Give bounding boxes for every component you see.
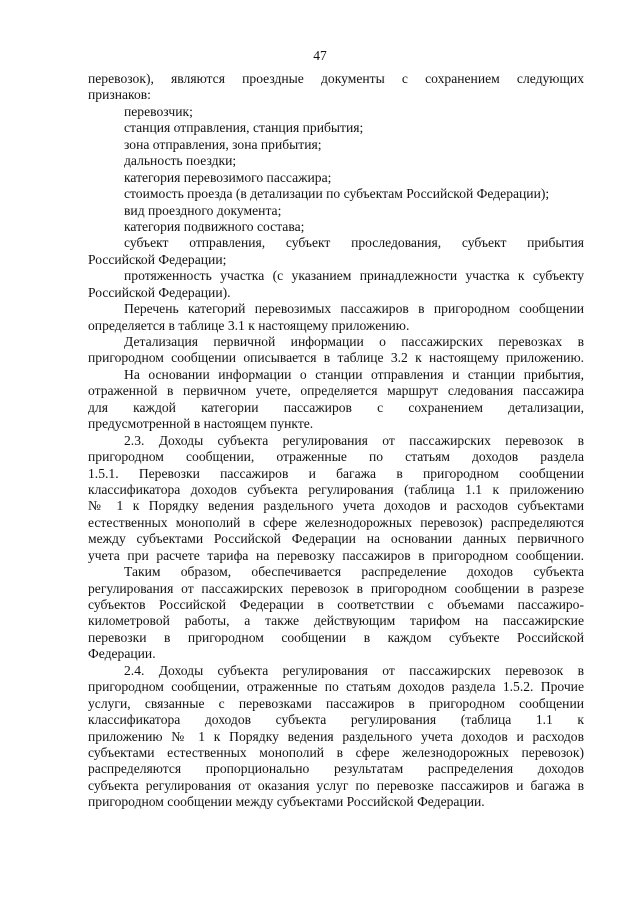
- text-line: субъекта регулирования от оказания услуг по перевозке пассажиров и багажа в: [88, 777, 584, 793]
- text-line: категория перевозимого пассажира;: [124, 169, 332, 185]
- text-line: признаков:: [88, 87, 151, 103]
- text-line: распределяются пропорционально результатам распределения доходов: [88, 761, 584, 777]
- text-line: пригородном сообщении, отраженные по статьям доходов раздела 1.5.2. Прочие: [88, 679, 584, 695]
- text-line: предусмотренной в настоящем пункте.: [88, 416, 314, 432]
- text-line: Таким образом, обеспечивается распределение доходов субъекта: [124, 564, 584, 580]
- text-line: перевозок), являются проездные документы с сохранением следующих: [88, 71, 584, 86]
- text-line: отраженной в первичном учете, определяется маршрут следования пассажира: [88, 383, 584, 399]
- text-line: 2.3. Доходы субъекта регулирования от пассажирских перевозок в: [124, 432, 584, 448]
- text-line: пригородном сообщении описывается в таблице 3.2 к настоящему приложению.: [88, 350, 584, 366]
- text-line: для каждой категории пассажиров с сохранением детализации,: [88, 399, 584, 415]
- text-line: № 1 к Порядку ведения раздельного учета доходов и расходов субъектами: [88, 498, 584, 514]
- page-number: 47: [313, 48, 327, 63]
- text-line: субъектов Российской Федерации в соответствии с объемами пассажиро-: [88, 597, 584, 612]
- text-line: Детализация первичной информации о пассажирских перевозках в: [124, 334, 584, 349]
- text-line: протяженность участка (с указанием принадлежности участка к субъекту: [124, 268, 584, 284]
- text-line: пригородном сообщении между субъектами Российской Федерации.: [88, 794, 485, 810]
- text-line: зона отправления, зона прибытия;: [124, 136, 322, 152]
- text-line: дальность поездки;: [124, 153, 237, 169]
- text-line: станция отправления, станция прибытия;: [124, 120, 364, 136]
- text-line: субъект отправления, субъект проследования, субъект прибытия: [124, 235, 584, 251]
- text-line: регулирования от пассажирских перевозок в пригородном сообщении в разрезе: [88, 580, 584, 596]
- text-line: 1.5.1. Перевозки пассажиров и багажа в пригородном сообщении: [88, 465, 584, 481]
- text-line: категория подвижного состава;: [124, 218, 305, 234]
- text-line: учета при расчете тарифа на перевозку пассажиров в пригородном сообщении.: [88, 547, 584, 563]
- text-line: пригородном сообщении, отраженные по статьям доходов раздела: [88, 449, 584, 465]
- text-line: услуги, связанные с перевозками пассажиров в пригородном сообщении: [88, 695, 584, 711]
- text-line: стоимость проезда (в детализации по субъектам Российской Федерации);: [124, 186, 550, 202]
- text-line: Российской Федерации;: [88, 251, 227, 267]
- text-line: километровой работы, а также действующим тарифом на пассажирские: [88, 613, 584, 629]
- text-line: субъектами естественных монополий в сфере железнодорожных перевозок): [88, 744, 584, 760]
- text-line: 2.4. Доходы субъекта регулирования от пассажирских перевозок в: [124, 662, 584, 678]
- text-line: На основании информации о станции отправления и станции прибытия,: [124, 366, 584, 382]
- text-line: Российской Федерации).: [88, 284, 231, 300]
- text-line: естественных монополий в сфере железнодорожных перевозок) распределяются: [88, 514, 584, 530]
- text-line: классификатора доходов субъекта регулирования (таблица 1.1 к приложению: [88, 481, 584, 497]
- text-line: Перечень категорий перевозимых пассажиров в пригородном сообщении: [124, 301, 584, 317]
- text-line: между субъектами Российской Федерации на основании данных первичного: [88, 531, 584, 547]
- text-line: классификатора доходов субъекта регулирования (таблица 1.1 к: [88, 712, 584, 728]
- text-line: Федерации.: [88, 646, 156, 662]
- text-line: вид проездного документа;: [124, 202, 282, 218]
- text-line: перевозки в пригородном сообщении в каждом субъекте Российской: [88, 629, 584, 645]
- document-body: [88, 71, 584, 811]
- text-line: перевозчик;: [124, 103, 193, 119]
- text-line: определяется в таблице 3.1 к настоящему приложению.: [88, 317, 410, 333]
- text-line: приложению № 1 к Порядку ведения раздельного учета доходов и расходов: [88, 728, 584, 744]
